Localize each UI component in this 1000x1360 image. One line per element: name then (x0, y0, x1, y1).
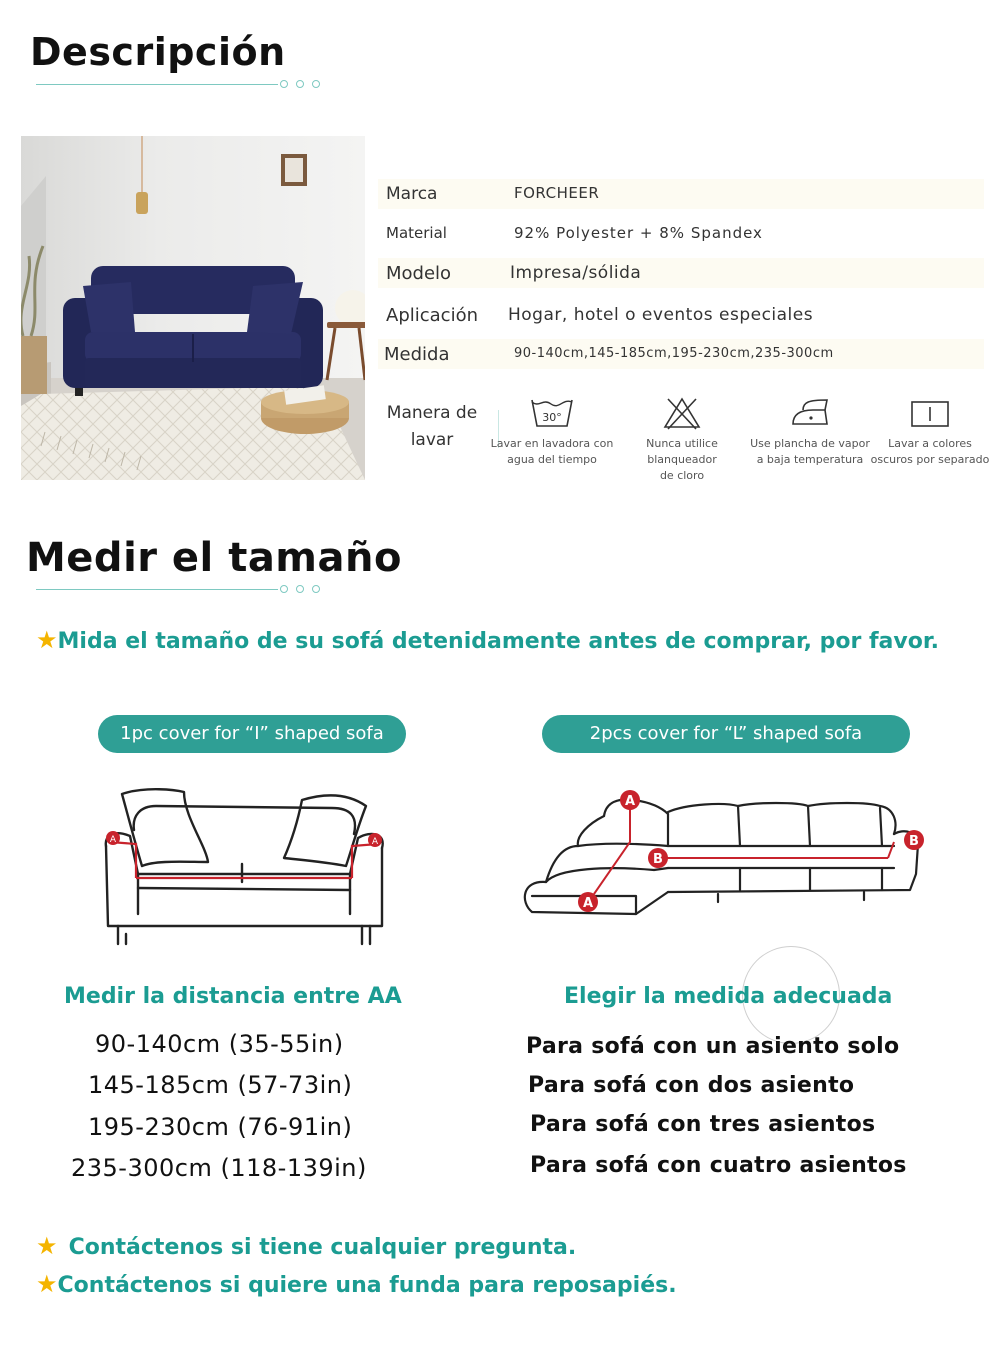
spec-value: Hogar, hotel o eventos especiales (508, 305, 814, 325)
spec-row-model (378, 258, 984, 288)
care-text: Nunca utilice blanqueador de cloro (646, 437, 718, 482)
svg-text:A: A (582, 896, 594, 911)
svg-text:A: A (624, 794, 636, 809)
seat-item: Para sofá con tres asientos (530, 1112, 876, 1137)
spec-value: 92% Polyester + 8% Spandex (514, 224, 763, 242)
svg-text:B: B (653, 852, 663, 867)
seat-item: Para sofá con cuatro asientos (530, 1153, 907, 1178)
measure-notice (36, 626, 996, 654)
i-shape-pill: 1pc cover for “I” shaped sofa (98, 715, 406, 753)
care-item-wash (490, 396, 614, 468)
star-icon: ★ (36, 1232, 58, 1260)
spec-label: Material (386, 224, 447, 242)
care-text: Lavar a colores oscuros por separado (870, 437, 990, 466)
spec-label: Medida (384, 344, 450, 365)
spec-row-material (378, 219, 984, 249)
wash-30-icon (529, 396, 575, 430)
contact-line-2 (36, 1270, 976, 1298)
spec-label: Marca (386, 184, 438, 204)
seat-item: Para sofá con dos asiento (528, 1073, 855, 1098)
l-shape-pill: 2pcs cover for “L” shaped sofa (542, 715, 910, 753)
title-divider (36, 79, 320, 91)
spec-value: 90-140cm,145-185cm,195-230cm,235-300cm (514, 346, 834, 361)
title-divider (36, 584, 320, 596)
care-item-dark (868, 396, 992, 468)
star-icon: ★ (36, 1270, 58, 1298)
care-item-iron (748, 396, 872, 468)
product-photo (21, 136, 365, 480)
svg-text:B: B (909, 834, 919, 849)
no-bleach-icon (662, 396, 702, 430)
care-text: Use plancha de vapor a baja temperatura (750, 437, 870, 466)
contact-line-1 (36, 1232, 976, 1260)
description-title: Descripción (30, 30, 286, 74)
care-label: Manera de lavar (386, 403, 478, 450)
size-item: 90-140cm (35-55in) (95, 1030, 344, 1058)
svg-text:A: A (109, 835, 117, 845)
l-sofa-diagram (518, 784, 938, 916)
size-item: 195-230cm (76-91in) (88, 1113, 353, 1141)
notice-text: Mida el tamaño de su sofá detenidamente antes de comprar, por favor. (57, 629, 939, 654)
care-text: Lavar en lavadora con agua del tiempo (490, 437, 614, 466)
spec-row-size (378, 339, 984, 369)
svg-text:30°: 30° (542, 411, 562, 424)
care-item-bleach (620, 396, 744, 484)
size-item: 145-185cm (57-73in) (88, 1071, 353, 1099)
contact-text: Contáctenos si quiere una funda para reposapiés. (57, 1273, 677, 1298)
spec-row-application (378, 300, 984, 330)
iron-low-icon (789, 396, 831, 430)
spec-label: Aplicación (386, 305, 478, 326)
i-sofa-diagram (96, 786, 392, 952)
seat-item: Para sofá con un asiento solo (526, 1034, 900, 1059)
right-heading: Elegir la medida adecuada (564, 984, 893, 1009)
spec-label: Modelo (386, 263, 452, 284)
wash-dark-icon (909, 396, 951, 430)
star-icon: ★ (36, 626, 58, 654)
contact-text: Contáctenos si tiene cualquier pregunta. (68, 1235, 577, 1260)
spec-value: FORCHEER (514, 184, 600, 202)
left-heading: Medir la distancia entre AA (64, 984, 402, 1009)
spec-value: Impresa/sólida (510, 263, 642, 283)
spec-row-brand (378, 179, 984, 209)
size-item: 235-300cm (118-139in) (71, 1154, 367, 1182)
svg-text:A: A (371, 837, 379, 847)
measure-title: Medir el tamaño (26, 535, 402, 581)
